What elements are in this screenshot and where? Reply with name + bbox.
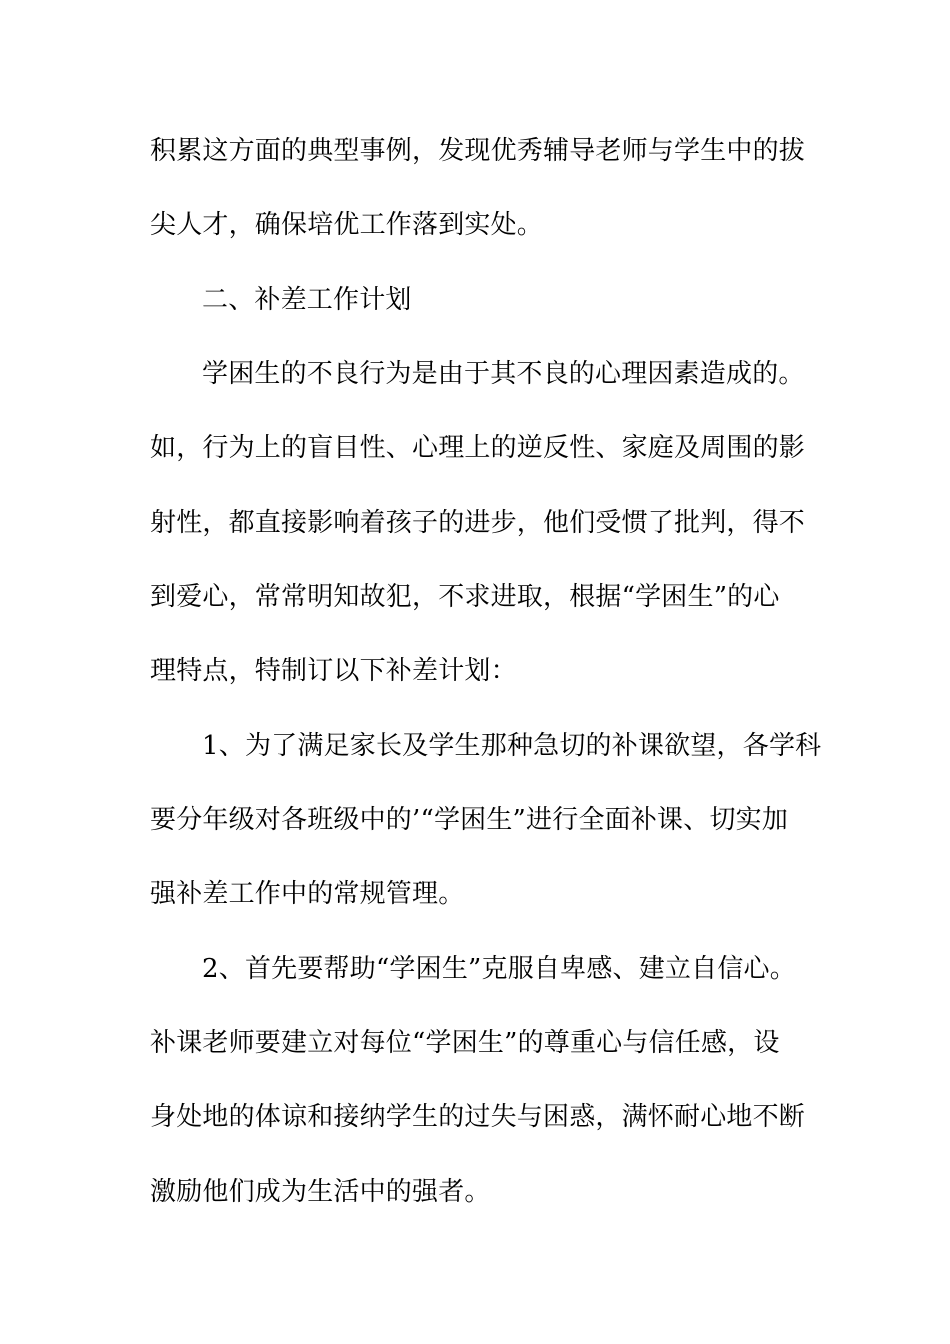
section-heading: 二、补差工作计划 [202, 285, 412, 315]
text-line: 学困生的不良行为是由于其不良的心理因素造成的。 [202, 359, 805, 389]
text-line: 如，行为上的盲目性、心理上的逆反性、家庭及周围的影 [150, 433, 806, 463]
text-line: 尖人才，确保培优工作落到实处。 [150, 210, 544, 240]
text-line: 理特点，特制订以下补差计划： [150, 656, 517, 686]
text-line: 身处地的体谅和接纳学生的过失与困惑，满怀耐心地不断 [150, 1102, 806, 1132]
text-line: 要分年级对各班级中的’“学困生”进行全面补课、切实加 [150, 805, 789, 835]
text-line: 积累这方面的典型事例，发现优秀辅导老师与学生中的拔 [150, 136, 806, 166]
text-line: 激励他们成为生活中的强者。 [150, 1177, 491, 1207]
text-line: 补课老师要建立对每位“学困生”的尊重心与信任感，设 [150, 1028, 780, 1058]
text-line: 射性，都直接影响着孩子的进步，他们受惯了批判，得不 [150, 508, 806, 538]
text-line: 强补差工作中的常规管理。 [150, 879, 465, 909]
text-line: 1、为了满足家长及学生那种急切的补课欲望，各学科 [202, 731, 822, 761]
text-line: 到爱心，常常明知故犯，不求进取，根据“学困生”的心 [150, 582, 780, 612]
text-line: 2、首先要帮助“学困生”克服自卑感、建立自信心。 [202, 954, 796, 984]
